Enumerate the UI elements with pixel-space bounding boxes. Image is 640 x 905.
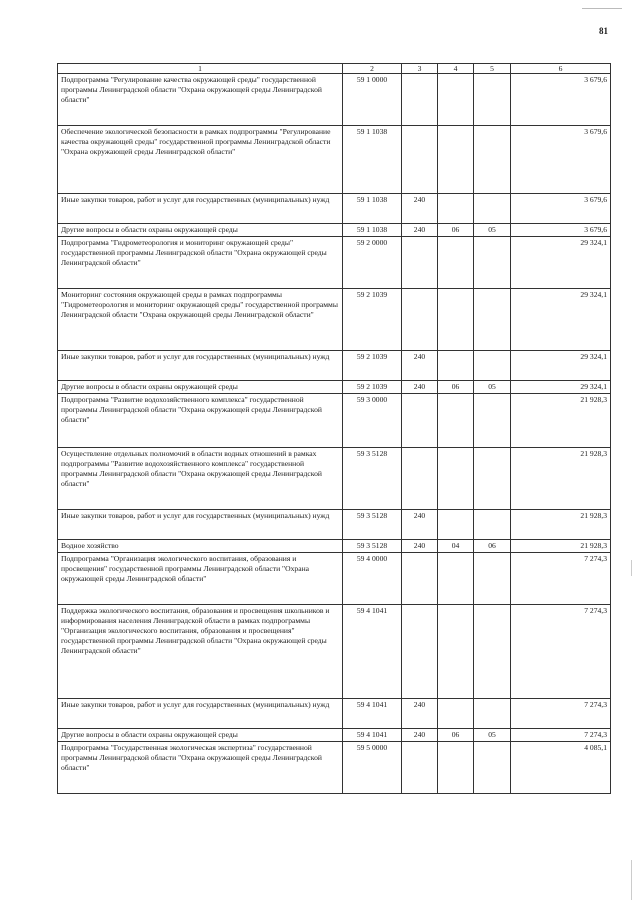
row-section bbox=[438, 74, 474, 126]
table-row bbox=[58, 289, 611, 351]
row-code: 59 2 1039 bbox=[343, 289, 402, 351]
table-row bbox=[58, 699, 611, 729]
row-expense-type: 240 bbox=[402, 510, 438, 540]
row-name: Иные закупки товаров, работ и услуг для государственных (муниципальных) нужд bbox=[58, 510, 343, 540]
table-row bbox=[58, 553, 611, 605]
table-row bbox=[58, 510, 611, 540]
row-section: 06 bbox=[438, 381, 474, 394]
row-code: 59 3 5128 bbox=[343, 510, 402, 540]
row-amount: 3 679,6 bbox=[511, 224, 611, 237]
row-subsection bbox=[474, 742, 511, 794]
row-section bbox=[438, 742, 474, 794]
row-name: Иные закупки товаров, работ и услуг для государственных (муниципальных) нужд bbox=[58, 699, 343, 729]
row-section bbox=[438, 448, 474, 510]
table-row bbox=[58, 351, 611, 381]
table-row bbox=[58, 126, 611, 194]
row-code: 59 2 0000 bbox=[343, 237, 402, 289]
table-row bbox=[58, 742, 611, 794]
row-name: Подпрограмма "Организация экологического воспитания, образования и просвещения" государственной программы Ленинградской области "Охрана окружающей среды Ленинградской области" bbox=[58, 553, 343, 605]
row-amount: 3 679,6 bbox=[511, 126, 611, 194]
row-code: 59 4 1041 bbox=[343, 605, 402, 699]
row-expense-type bbox=[402, 742, 438, 794]
row-subsection bbox=[474, 351, 511, 381]
row-subsection bbox=[474, 605, 511, 699]
row-subsection: 05 bbox=[474, 381, 511, 394]
row-expense-type: 240 bbox=[402, 381, 438, 394]
row-subsection bbox=[474, 448, 511, 510]
table-row bbox=[58, 394, 611, 448]
row-amount: 29 324,1 bbox=[511, 381, 611, 394]
row-expense-type: 240 bbox=[402, 699, 438, 729]
row-expense-type bbox=[402, 126, 438, 194]
row-subsection: 06 bbox=[474, 540, 511, 553]
table-row bbox=[58, 729, 611, 742]
row-code: 59 4 1041 bbox=[343, 699, 402, 729]
row-amount: 29 324,1 bbox=[511, 351, 611, 381]
row-amount: 21 928,3 bbox=[511, 394, 611, 448]
row-name: Другие вопросы в области охраны окружающей среды bbox=[58, 224, 343, 237]
row-amount: 21 928,3 bbox=[511, 510, 611, 540]
row-subsection bbox=[474, 126, 511, 194]
row-name: Иные закупки товаров, работ и услуг для государственных (муниципальных) нужд bbox=[58, 194, 343, 224]
row-amount: 7 274,3 bbox=[511, 699, 611, 729]
column-header-5: 5 bbox=[474, 64, 511, 74]
row-amount: 29 324,1 bbox=[511, 237, 611, 289]
table-row bbox=[58, 381, 611, 394]
row-section: 04 bbox=[438, 540, 474, 553]
row-subsection bbox=[474, 510, 511, 540]
row-amount: 21 928,3 bbox=[511, 540, 611, 553]
row-amount: 7 274,3 bbox=[511, 729, 611, 742]
row-expense-type bbox=[402, 448, 438, 510]
row-amount: 29 324,1 bbox=[511, 289, 611, 351]
row-code: 59 4 1041 bbox=[343, 729, 402, 742]
row-name: Подпрограмма "Гидрометеорология и мониторинг окружающей среды" государственной программы Ленинградской области "Охрана окружающей среды Ленинградской области" bbox=[58, 237, 343, 289]
row-subsection: 05 bbox=[474, 729, 511, 742]
row-section bbox=[438, 605, 474, 699]
row-expense-type: 240 bbox=[402, 729, 438, 742]
table-row bbox=[58, 224, 611, 237]
table-row bbox=[58, 74, 611, 126]
page-number: 81 bbox=[599, 26, 608, 36]
column-header-3: 3 bbox=[402, 64, 438, 74]
column-header-1: 1 bbox=[58, 64, 343, 74]
scan-corner-mark bbox=[582, 8, 622, 9]
row-subsection bbox=[474, 237, 511, 289]
column-header-6: 6 bbox=[511, 64, 611, 74]
row-section: 06 bbox=[438, 224, 474, 237]
row-name: Водное хозяйство bbox=[58, 540, 343, 553]
row-section bbox=[438, 351, 474, 381]
row-expense-type bbox=[402, 394, 438, 448]
table-row bbox=[58, 605, 611, 699]
row-section bbox=[438, 553, 474, 605]
row-code: 59 2 1039 bbox=[343, 381, 402, 394]
row-name: Другие вопросы в области охраны окружающей среды bbox=[58, 381, 343, 394]
scan-edge-mark bbox=[631, 560, 632, 576]
row-expense-type: 240 bbox=[402, 224, 438, 237]
row-name: Подпрограмма "Регулирование качества окружающей среды" государственной программы Ленинградской области "Охрана окружающей среды Ленинградской области" bbox=[58, 74, 343, 126]
budget-table bbox=[57, 63, 611, 794]
row-name: Обеспечение экологической безопасности в рамках подпрограммы "Регулирование качества окружающей среды" государственной программы Ленинградской области "Охрана окружающей среды Ленинградской области" bbox=[58, 126, 343, 194]
row-subsection bbox=[474, 289, 511, 351]
row-amount: 3 679,6 bbox=[511, 194, 611, 224]
row-expense-type: 240 bbox=[402, 540, 438, 553]
row-section bbox=[438, 510, 474, 540]
row-subsection bbox=[474, 553, 511, 605]
row-name: Подпрограмма "Развитие водохозяйственного комплекса" государственной программы Ленинградской области "Охрана окружающей среды Ленинградской области" bbox=[58, 394, 343, 448]
row-expense-type: 240 bbox=[402, 351, 438, 381]
row-expense-type: 240 bbox=[402, 194, 438, 224]
row-section bbox=[438, 289, 474, 351]
row-code: 59 1 0000 bbox=[343, 74, 402, 126]
row-name: Другие вопросы в области охраны окружающей среды bbox=[58, 729, 343, 742]
table-row bbox=[58, 194, 611, 224]
row-amount: 7 274,3 bbox=[511, 553, 611, 605]
row-section bbox=[438, 699, 474, 729]
table-row bbox=[58, 448, 611, 510]
row-code: 59 3 0000 bbox=[343, 394, 402, 448]
row-code: 59 1 1038 bbox=[343, 194, 402, 224]
row-amount: 7 274,3 bbox=[511, 605, 611, 699]
row-name: Осуществление отдельных полномочий в области водных отношений в рамках подпрограммы "Развитие водохозяйственного комплекса" государственной программы Ленинградской области "Охрана окружающей среды Ленинградской области" bbox=[58, 448, 343, 510]
row-expense-type bbox=[402, 289, 438, 351]
row-section bbox=[438, 194, 474, 224]
row-section bbox=[438, 394, 474, 448]
row-code: 59 1 1038 bbox=[343, 126, 402, 194]
row-code: 59 5 0000 bbox=[343, 742, 402, 794]
column-header-2: 2 bbox=[343, 64, 402, 74]
row-expense-type bbox=[402, 553, 438, 605]
row-expense-type bbox=[402, 605, 438, 699]
header-row bbox=[58, 64, 611, 74]
scan-edge-mark bbox=[631, 860, 632, 900]
row-amount: 4 085,1 bbox=[511, 742, 611, 794]
column-header-4: 4 bbox=[438, 64, 474, 74]
row-code: 59 3 5128 bbox=[343, 448, 402, 510]
row-subsection bbox=[474, 394, 511, 448]
row-subsection bbox=[474, 74, 511, 126]
row-expense-type bbox=[402, 74, 438, 126]
row-code: 59 1 1038 bbox=[343, 224, 402, 237]
row-code: 59 3 5128 bbox=[343, 540, 402, 553]
row-subsection bbox=[474, 194, 511, 224]
row-expense-type bbox=[402, 237, 438, 289]
row-code: 59 4 0000 bbox=[343, 553, 402, 605]
row-subsection bbox=[474, 699, 511, 729]
row-name: Подпрограмма "Государственная экологическая экспертиза" государственной программы Ленинградской области "Охрана окружающей среды Ленинградской области" bbox=[58, 742, 343, 794]
row-name: Поддержка экологического воспитания, образования и просвещения школьников и информирования населения Ленинградской области в рамках подпрограммы "Организация экологического воспитания, образования и просвещения" государственной программы Ленинградской области "Охрана окружающей среды Ленинградской области" bbox=[58, 605, 343, 699]
row-name: Мониторинг состояния окружающей среды в рамках подпрограммы "Гидрометеорология и мониторинг окружающей среды" государственной программы Ленинградской области "Охрана окружающей среды Ленинградской области" bbox=[58, 289, 343, 351]
table-row bbox=[58, 540, 611, 553]
row-amount: 3 679,6 bbox=[511, 74, 611, 126]
row-name: Иные закупки товаров, работ и услуг для государственных (муниципальных) нужд bbox=[58, 351, 343, 381]
row-section bbox=[438, 126, 474, 194]
row-section: 06 bbox=[438, 729, 474, 742]
table-row bbox=[58, 237, 611, 289]
row-amount: 21 928,3 bbox=[511, 448, 611, 510]
row-subsection: 05 bbox=[474, 224, 511, 237]
row-code: 59 2 1039 bbox=[343, 351, 402, 381]
row-section bbox=[438, 237, 474, 289]
